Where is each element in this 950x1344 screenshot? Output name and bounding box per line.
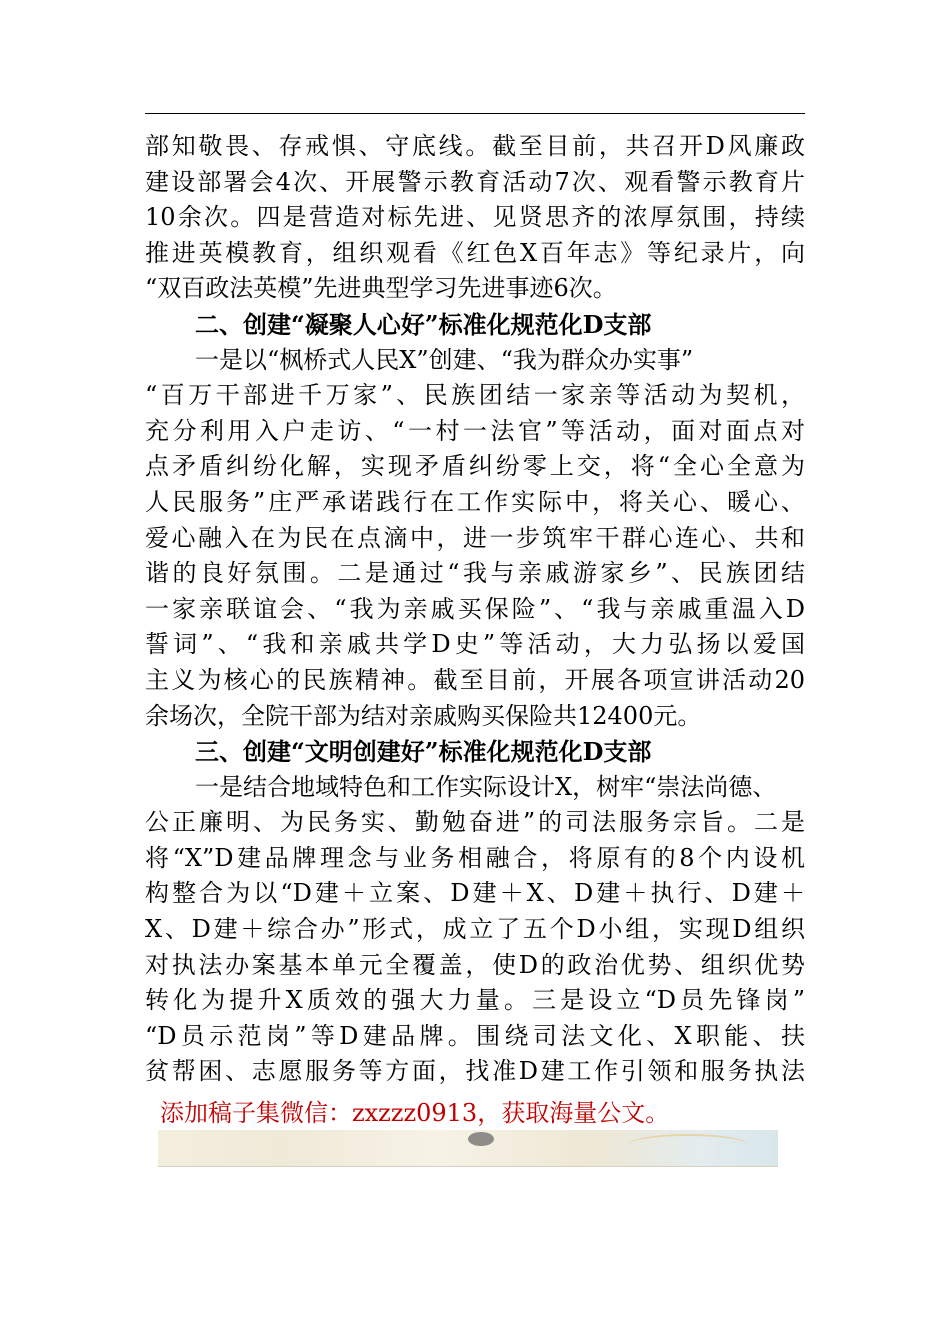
paragraph-line: 爱心融入在为民在点滴中，进一步筑牢干群心连心、共和 [145, 523, 805, 552]
paragraph-line: 将“X”D建品牌理念与业务相融合，将原有的8个内设机 [145, 843, 805, 872]
paragraph-line: 点矛盾纠纷化解，实现矛盾纠纷零上交，将“全心全意为 [145, 452, 805, 481]
paragraph-line: 人民服务”庄严承诺践行在工作实际中，将关心、暖心、 [145, 487, 805, 516]
paragraph-line: 贫帮困、志愿服务等方面，找准D建工作引领和服务执法 [145, 1057, 805, 1086]
paragraph-line: 主义为核心的民族精神。截至目前，开展各项宣讲活动20 [145, 665, 805, 694]
paragraph-line: 一是以“枫桥式人民X”创建、“我为群众办实事” [195, 345, 694, 374]
ink-mark-decoration [468, 1132, 494, 1146]
paragraph-line: 建设部署会4次、开展警示教育活动7次、观看警示教育片 [145, 167, 805, 196]
paragraph-line: 推进英模教育，组织观看《红色X百年志》等纪录片，向 [145, 238, 805, 267]
paragraph-line: 转化为提升X质效的强大力量。三是设立“D员先锋岗” [145, 986, 805, 1015]
paragraph-line: 对执法办案基本单元全覆盖，使D的政治优势、组织优势 [145, 950, 805, 979]
paragraph-line: 谐的良好氛围。二是通过“我与亲戚游家乡”、民族团结 [145, 559, 805, 588]
paragraph-line: 誓词”、“我和亲戚共学D史”等活动，大力弘扬以爱国 [145, 630, 805, 659]
section-heading: 二、创建“凝聚人心好”标准化规范化D支部 [195, 309, 652, 339]
paragraph-line: “双百政法英模”先进典型学习先进事迹6次。 [145, 274, 617, 303]
paragraph-line: “D员示范岗”等D建品牌。围绕司法文化、X职能、扶 [145, 1021, 805, 1050]
paragraph-line: 构整合为以“D建＋立案、D建＋X、D建＋执行、D建＋ [145, 879, 805, 908]
paragraph-line: 10余次。四是营造对标先进、见贤思齐的浓厚氛围，持续 [145, 203, 805, 232]
paragraph-line: 一是结合地域特色和工作实际设计X，树牢“崇法尚德、 [195, 772, 777, 801]
wave-decoration [628, 1134, 748, 1156]
document-body [145, 129, 805, 1090]
paragraph-line: “百万干部进千万家”、民族团结一家亲等活动为契机， [145, 381, 805, 410]
paragraph-line: X、D建＋综合办”形式，成立了五个D小组，实现D组织 [145, 915, 805, 944]
paragraph-line: 充分利用入户走访、“一村一法官”等活动，面对面点对 [145, 416, 805, 445]
section-heading: 三、创建“文明创建好”标准化规范化D支部 [195, 737, 652, 767]
header-rule [145, 113, 805, 114]
paragraph-line: 公正廉明、为民务实、勤勉奋进”的司法服务宗旨。二是 [145, 808, 805, 837]
decorative-banner [158, 1130, 778, 1167]
paragraph-line: 余场次，全院干部为结对亲戚购买保险共12400元。 [145, 701, 702, 730]
promo-text: 添加稿子集微信：zxzzz0913，获取海量公文。 [160, 1099, 670, 1127]
paragraph-line: 一家亲联谊会、“我为亲戚买保险”、“我与亲戚重温入D [145, 594, 805, 623]
paragraph-line: 部知敬畏、存戒惧、守底线。截至目前，共召开D风廉政 [145, 132, 805, 160]
